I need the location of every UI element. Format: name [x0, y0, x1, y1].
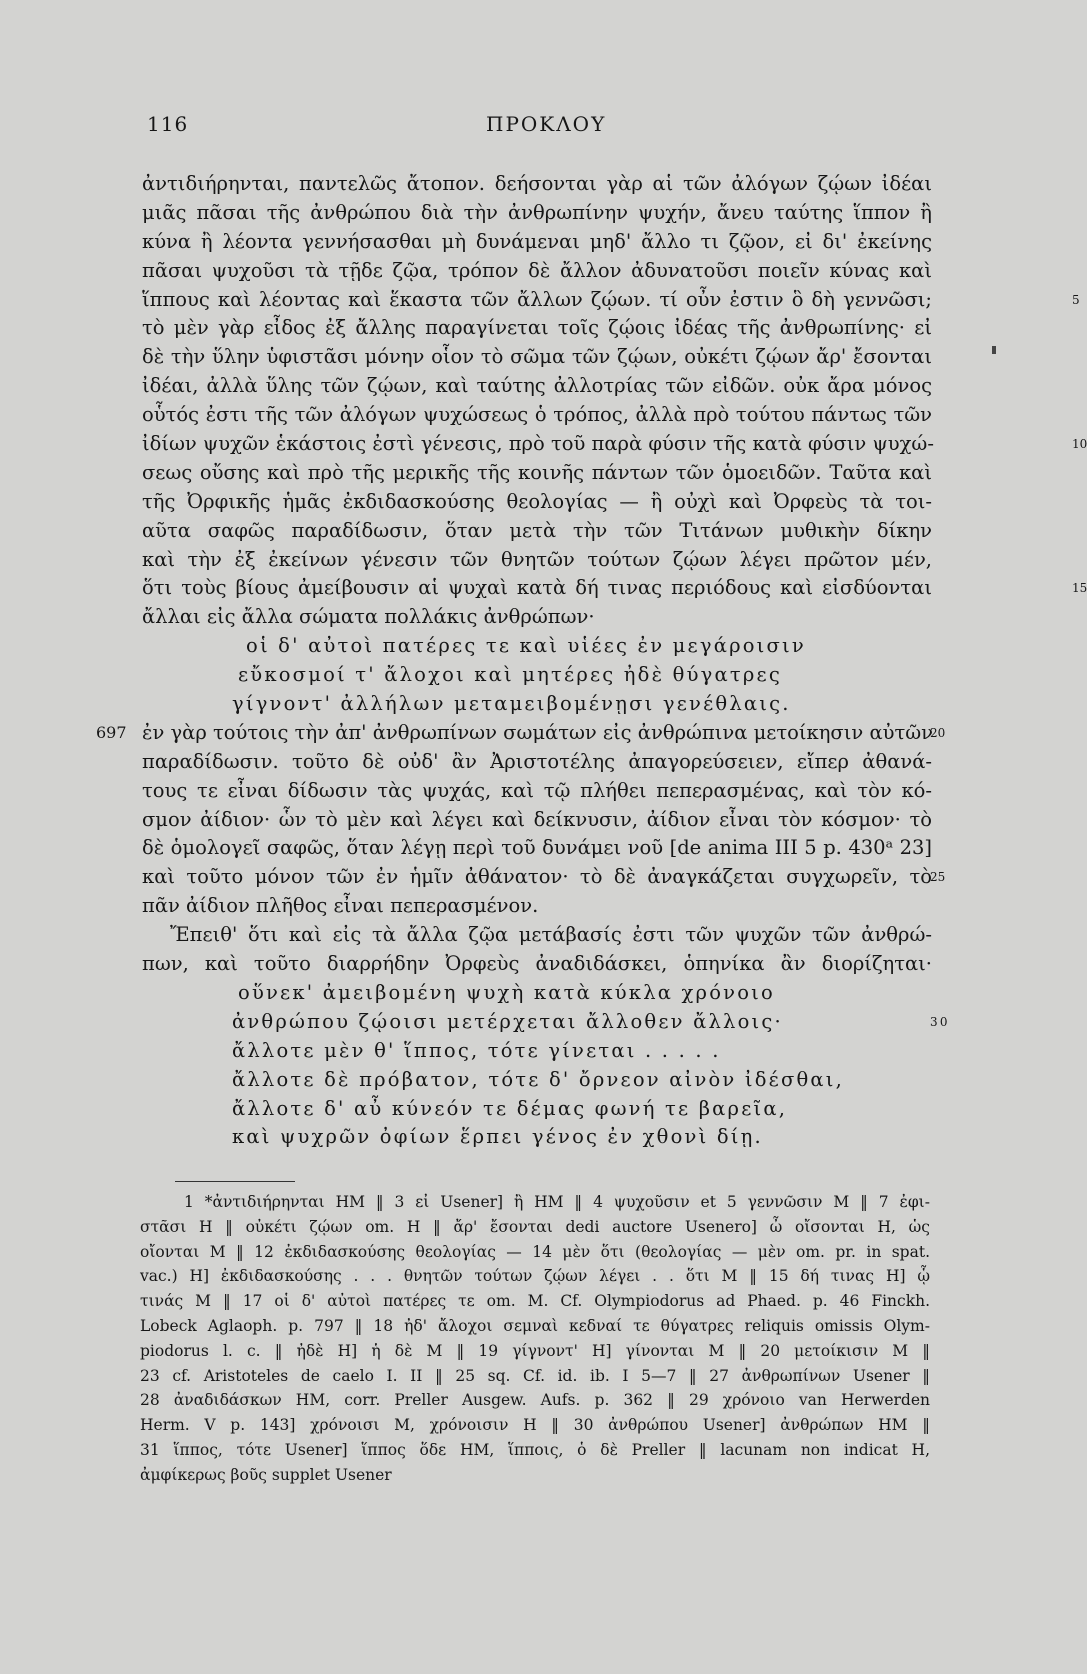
- text-line-content: καὶ τοῦτο μόνον τῶν ἐν ἡμῖν ἀθάνατον· τὸ δὲ ἀναγκάζεται συγχωρεῖν, τὸ: [142, 865, 932, 889]
- apparatus-line: τινάς M ‖ 17 οἱ δ' αὐτοὶ πατέρες τε om. M. Cf. Olympiodorus ad Phaed. p. 46 Finckh.: [140, 1292, 930, 1311]
- text-line: αῦτα σαφῶς παραδίδωσιν, ὅταν μετὰ τὴν τῶν Τιτάνων μυθικὴν δίκην: [142, 518, 932, 542]
- verse-line: ἄλλοτε δὲ πρόβατον, τότε δ' ὄρνεον αἰνὸν ἰδέσθαι,: [232, 1067, 845, 1091]
- verse-line: εὔκοσμοί τ' ἄλοχοι καὶ μητέρες ἠδὲ θύγατρες: [238, 663, 782, 687]
- text-line: ἀντιδιήρηνται, παντελῶς ἄτοπον. δεήσονται γὰρ αἱ τῶν ἀλόγων ζῴων ἰδέαι: [142, 172, 932, 195]
- text-line: σεως οὔσης καὶ πρὸ τῆς μερικῆς τῆς κοινῆς πάντων τῶν ὁμοειδῶν. Ταῦτα καὶ: [142, 460, 932, 484]
- apparatus-line: οἴονται M ‖ 12 ἐκδιδασκούσης θεολογίας — 14 μὲν ὅτι (θεολογίας — μὲν om. pr. in spat.: [140, 1242, 930, 1261]
- text-line: τὸ μὲν γὰρ εἶδος ἐξ ἄλλης παραγίνεται τοῖς ζῴοις ἰδέας τῆς ἀνθρωπίνης· εἰ: [142, 316, 932, 340]
- line-number: 5: [1072, 292, 1080, 307]
- text-line-content: ἐν γὰρ τούτοις τὴν ἀπ' ἀνθρωπίνων σωμάτων εἰς ἀνθρώπινα μετοίκησιν αὐτῶν: [142, 720, 934, 744]
- line-number: 30: [930, 1014, 950, 1029]
- verse-line: οὕνεκ' ἀμειβομένη ψυχὴ κατὰ κύκλα χρόνοιο: [238, 980, 775, 1004]
- text-line: ἰδέαι, ἀλλὰ ὕλης τῶν ζῴων, καὶ ταύτης ἀλλοτρίας τῶν εἰδῶν. οὐκ ἄρα μόνος: [142, 374, 932, 398]
- apparatus-line: στᾶσι H ‖ οὐκέτι ζῴων om. H ‖ ἄρ' ἔσονται dedi auctore Usenero] ὦ οἴσονται H, ὡς: [140, 1217, 930, 1236]
- text-line: σμον ἀίδιον· ὧν τὸ μὲν καὶ λέγει καὶ δείκνυσιν, ἀίδιον εἶναι τὸν κόσμον· τὸ: [142, 807, 932, 831]
- apparatus-line: piodorus l. c. ‖ ἠδὲ H] ἡ δὲ M ‖ 19 γίγνοντ' H] γίνονται M ‖ 20 μετοίκισιν M ‖: [140, 1341, 930, 1360]
- running-title: ΠΡΟΚΛΟΥ: [486, 112, 607, 136]
- verse-line: οἱ δ' αὐτοὶ πατέρες τε καὶ υἱέες ἐν μεγάροισιν: [246, 634, 806, 658]
- apparatus-line: 28 ἀναδιδάσκων HM, corr. Preller Ausgew. Aufs. p. 362 ‖ 29 χρόνοιο van Herwerden: [140, 1391, 930, 1410]
- footnote-rule: [175, 1181, 295, 1182]
- main-text: [96, 170, 1087, 1152]
- page-header: [0, 112, 1000, 152]
- verse-line: καὶ ψυχρῶν ὀφίων ἕρπει γένος ἐν χθονὶ δίῃ.: [232, 1125, 763, 1149]
- text-line: παραδίδωσιν. τοῦτο δὲ οὐδ' ἂν Ἀριστοτέλης ἀπαγορεύσειεν, εἴπερ ἀθανά-: [142, 749, 932, 773]
- apparatus-line: Lobeck Aglaoph. p. 797 ‖ 18 ἠδ' ἄλοχοι σεμναὶ κεδναί τε θύγατρες reliquis omissis Olym-: [140, 1316, 930, 1335]
- verse-line: γίγνοντ' ἀλλήλων μεταμειβομένῃσι γενέθλαις.: [232, 692, 791, 716]
- text-line: [142, 430, 1087, 459]
- apparatus-line: Herm. V p. 143] χρόνοισι M, χρόνοισιν H ‖ 30 ἀνθρώπου Usener] ἀνθρώπων HM ‖: [140, 1416, 930, 1435]
- apparatus-line: 31 ἵππος, τότε Usener] ἵππος ὅδε HM, ἵπποις, ὁ δὲ Preller ‖ lacunam non indicat H,: [140, 1440, 930, 1459]
- text-line: κύνα ἢ λέοντα γεννήσασθαι μὴ δυνάμεναι μηδ' ἄλλο τι ζῷον, εἰ δι' ἐκείνης: [142, 229, 932, 253]
- page-number: 116: [147, 112, 189, 136]
- apparatus-line: vac.) H] ἐκδιδασκούσης . . . θνητῶν τούτων ζῴων λέγει . . ὅτι M ‖ 15 δή τινας H] ᾧ: [140, 1267, 930, 1286]
- text-line: πᾶσαι ψυχοῦσι τὰ τῇδε ζῷα, τρόπον δὲ ἄλλον ἀδυνατοῦσι ποιεῖν κύνας καὶ: [142, 258, 932, 282]
- line-number: 25: [930, 870, 946, 885]
- text-line: τους τε εἶναι δίδωσιν τὰς ψυχάς, καὶ τῷ πλήθει πεπερασμένας, καὶ τὸν κό-: [142, 778, 932, 802]
- text-line: Ἔπειθ' ὅτι καὶ εἰς τὰ ἄλλα ζῷα μετάβασίς ἐστι τῶν ψυχῶν τῶν ἀνθρώ-: [170, 923, 932, 947]
- scan-artifact: [992, 346, 996, 354]
- reference-number: 697: [96, 722, 127, 742]
- verse-line: [142, 1008, 950, 1037]
- text-line: καὶ τὴν ἐξ ἐκείνων γένεσιν τῶν θνητῶν τούτων ζῴων λέγει πρῶτον μέν,: [142, 547, 932, 571]
- text-line: δὲ τὴν ὕλην ὑφιστᾶσι μόνην οἷον τὸ σῶμα τῶν ζῴων, οὐκέτι ζῴων ἄρ' ἔσονται: [142, 345, 932, 369]
- apparatus-line: 1 *ἀντιδιήρηνται HM ‖ 3 εἰ Usener] ἢ HM ‖ 4 ψυχοῦσιν et 5 γεννῶσιν M ‖ 7 ἐφι-: [184, 1193, 930, 1211]
- text-line: [142, 863, 946, 892]
- apparatus-line: ἀμφίκερως βοῦς supplet Usener: [140, 1465, 392, 1484]
- verse-line: ἄλλοτε μὲν θ' ἵππος, τότε γίνεται . . . . .: [232, 1038, 721, 1062]
- line-number: 15: [1072, 581, 1087, 596]
- text-line: πᾶν ἀίδιον πλῆθος εἶναι πεπερασμένον.: [142, 894, 539, 918]
- text-line: μιᾶς πᾶσαι τῆς ἀνθρώπου διὰ τὴν ἀνθρωπίνην ψυχήν, ἄνευ ταύτης ἵππον ἢ: [142, 200, 932, 224]
- apparatus-line: 23 cf. Aristoteles de caelo I. II ‖ 25 sq. Cf. id. ib. I 5—7 ‖ 27 ἀνθρωπίνων Usener ‖: [140, 1366, 930, 1385]
- text-line: δὲ ὁμολογεῖ σαφῶς, ὅταν λέγῃ περὶ τοῦ δυνάμει νοῦ [de anima III 5 p. 430ᵃ 23]: [142, 836, 932, 860]
- text-line: [142, 574, 1087, 603]
- verse-line: ἄλλοτε δ' αὖ κύνεόν τε δέμας φωνή τε βαρεῖα,: [232, 1096, 788, 1120]
- text-line: ἄλλαι εἰς ἄλλα σώματα πολλάκις ἀνθρώπων·: [142, 605, 595, 629]
- text-line: τῆς Ὀρφικῆς ἡμᾶς ἐκδιδασκούσης θεολογίας — ἢ οὐχὶ καὶ Ὀρφεὺς τὰ τοι-: [142, 489, 932, 513]
- line-number: 20: [930, 725, 946, 740]
- text-line: [96, 719, 946, 748]
- text-line: οὗτός ἐστι τῆς τῶν ἀλόγων ψυχώσεως ὁ τρόπος, ἀλλὰ πρὸ τούτου πάντως τῶν: [142, 403, 932, 427]
- text-line: [142, 286, 1080, 315]
- text-line-content: ἰδίων ψυχῶν ἑκάστοις ἐστὶ γένεσις, πρὸ τοῦ παρὰ φύσιν τῆς κατὰ φύσιν ψυχώ-: [142, 432, 934, 456]
- text-line-content: ἀνθρώπου ζῴοισι μετέρχεται ἄλλοθεν ἄλλοις·: [232, 1009, 783, 1033]
- text-line-content: ἵππους καὶ λέοντας καὶ ἕκαστα τῶν ἄλλων ζῴων. τί οὖν ἐστιν ὃ δὴ γεννῶσι;: [142, 287, 932, 311]
- text-line: πων, καὶ τοῦτο διαρρήδην Ὀρφεὺς ἀναδιδάσκει, ὁπηνίκα ἂν διορίζηται·: [142, 952, 932, 976]
- critical-apparatus: [140, 1190, 930, 1488]
- text-line-content: ὅτι τοὺς βίους ἀμείβουσιν αἱ ψυχαὶ κατὰ δή τινας περιόδους καὶ εἰσδύονται: [142, 576, 932, 600]
- line-number: 10: [1072, 437, 1087, 452]
